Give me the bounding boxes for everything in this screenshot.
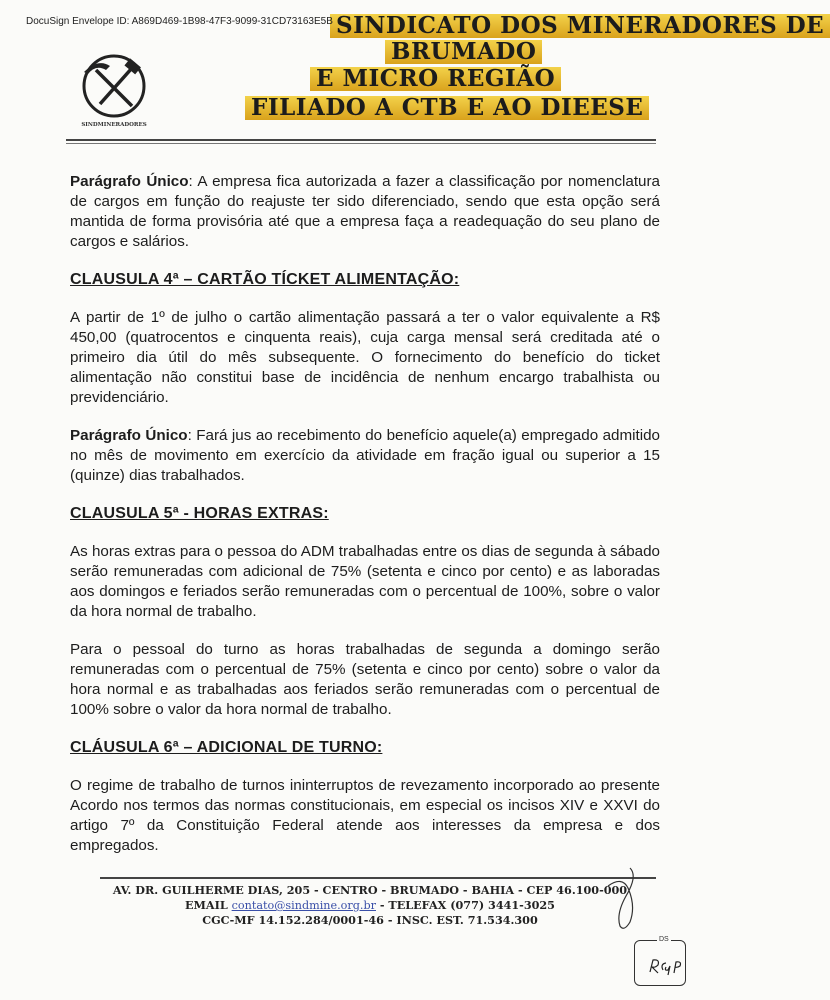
- clause-5-heading: CLAUSULA 5ª - HORAS EXTRAS:: [70, 505, 329, 522]
- header-divider-thin: [66, 143, 656, 144]
- paragraph-label: Parágrafo Único: [70, 427, 188, 444]
- clause-6-text: O regime de trabalho de turnos ininterruptos de revezamento incorporado ao presente Acordo nos termos das normas constitucionais, em especial os incisos XIV e XXVI do artigo 7º da Constituição Federal atende aos interesses da empresa e dos empregados.: [70, 777, 660, 854]
- footer-phone: - TELEFAX (077) 3441-3025: [375, 898, 555, 912]
- union-logo: [74, 50, 154, 140]
- docusign-envelope-id: DocuSign Envelope ID: A869D469-1B98-47F3-9099-31CD73163E5B: [26, 16, 333, 27]
- footer-divider: [100, 877, 656, 879]
- footer-registry: CGC-MF 14.152.284/0001-46 - INSC. EST. 71.534.300: [202, 913, 538, 927]
- pickaxe-hammer-icon: [74, 50, 154, 122]
- paragrafo-unico-2: [70, 426, 660, 486]
- header-line-4: FILIADO A CTB E AO DIEESE: [245, 96, 649, 120]
- header-divider: [66, 139, 656, 141]
- docusign-label: DS: [659, 936, 669, 943]
- footer-contact: [100, 898, 640, 913]
- letterhead-footer: [100, 883, 640, 928]
- clause-5-text-1: As horas extras para o pessoa do ADM trabalhadas entre os dias de segunda à sábado serão remuneradas com adicional de 75% (setenta e cinco por cento) e as laboradas aos domingos e feriados serão remuneradas com o percentual de 100%, sobre o valor da hora normal de trabalho.: [70, 543, 660, 620]
- paragrafo-unico-1: [70, 172, 660, 252]
- clause-4-text: A partir de 1º de julho o cartão alimentação passará a ter o valor equivalente a R$ 450,00 (quatrocentos e cinquenta reais), cuja carga mensal será creditada até o primeiro dia útil do mês subsequente. O fornecimento do benefício do ticket alimentação não constitui base de incidência de nenhum encargo trabalhista ou previdenciário.: [70, 309, 660, 406]
- clause-5-text-2: Para o pessoal do turno as horas trabalhadas de segunda a domingo serão remuneradas com o percentual de 75% (setenta e cinco por cento) sobre o valor da hora normal e as trabalhadas aos feriados serão remuneradas com o percentual de 100% sobre o valor da hora normal de trabalho.: [70, 641, 660, 718]
- paragraph-text: : Fará jus ao recebimento do benefício aquele(a) empregado admitido no mês de movimento em exercício da atividade em fração igual ou superior a 15 (quinze) dias trabalhados.: [70, 427, 661, 484]
- header-line-1: SINDICATO DOS MINERADORES DE: [330, 14, 830, 38]
- paragraph-text: : A empresa fica autorizada a fazer a classificação por nomenclatura de cargos em função do reajuste ter sido diferenciado, sendo que esta opção será mantida de forma provisória até que a empresa faça a readequação do seu plano de cargos e salários.: [70, 173, 661, 250]
- footer-address: AV. DR. GUILHERME DIAS, 205 - CENTRO - BRUMADO - BAHIA - CEP 46.100-000: [112, 883, 628, 897]
- signature-stroke: [600, 866, 640, 936]
- logo-caption: SINDMINERADORES: [81, 122, 147, 128]
- letterhead-title: [200, 12, 825, 124]
- email-link[interactable]: contato@sindmine.org.br: [231, 899, 376, 912]
- email-label: EMAIL: [185, 898, 228, 912]
- clause-6-heading: CLÁUSULA 6ª – ADICIONAL DE TURNO:: [70, 739, 383, 756]
- header-line-3: E MICRO REGIÃO: [310, 67, 561, 91]
- paragraph-label: Parágrafo Único: [70, 173, 189, 190]
- clause-4-heading: CLAUSULA 4ª – CARTÃO TÍCKET ALIMENTAÇÃO:: [70, 271, 460, 288]
- document-body: [70, 172, 660, 874]
- docusign-initials: [648, 956, 688, 976]
- header-line-2: BRUMADO: [385, 40, 542, 64]
